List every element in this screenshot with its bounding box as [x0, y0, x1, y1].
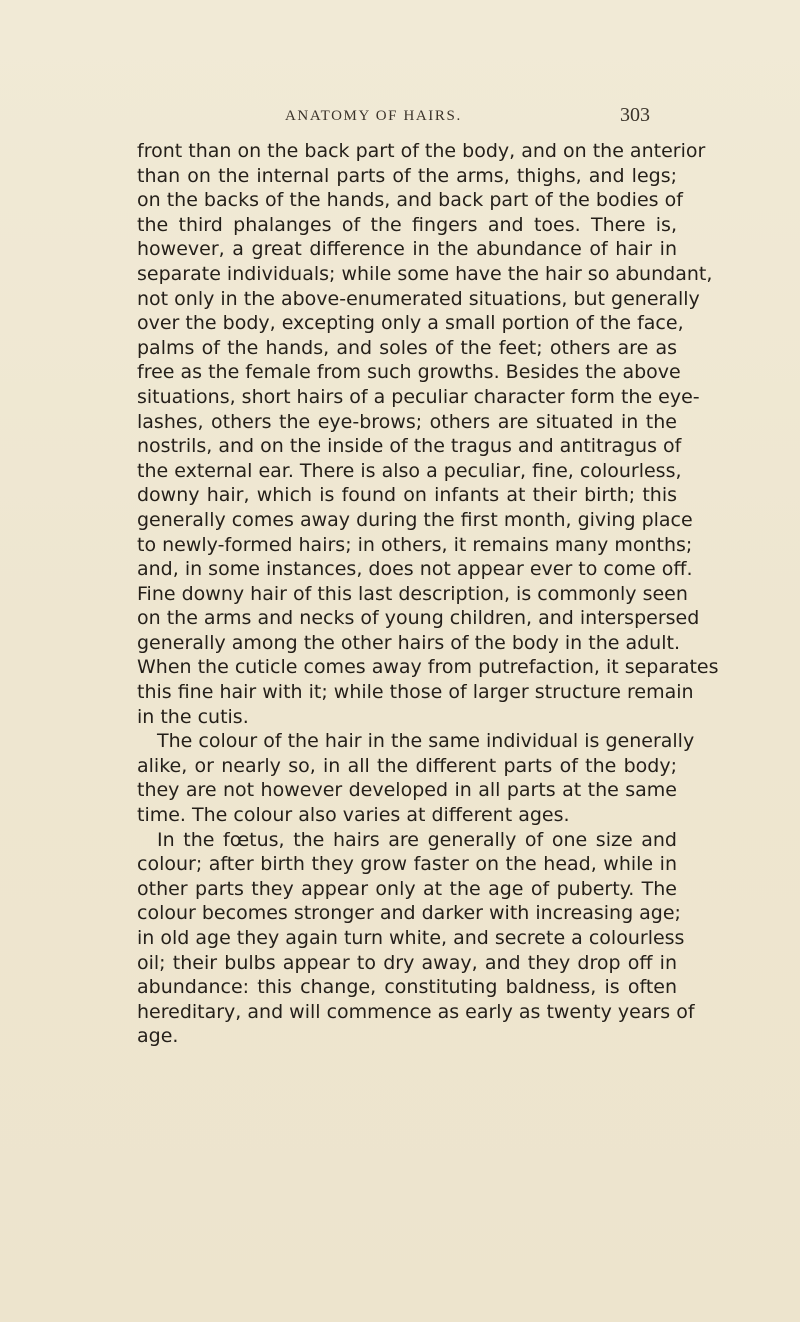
text-line: not only in the above-enumerated situations, but generally [137, 287, 700, 310]
text-line: this fine hair with it; while those of larger structure remain [137, 681, 694, 704]
text-line: generally comes away during the first month, giving place [137, 508, 693, 531]
text-line: age. [137, 1025, 179, 1048]
text-line: free as the female from such growths. Besides the above [137, 361, 681, 384]
running-head: ANATOMY OF HAIRS. [285, 108, 462, 124]
text-line: generally among the other hairs of the body in the adult. [137, 631, 680, 654]
text-line: than on the internal parts of the arms, thighs, and legs; [137, 164, 677, 187]
text-line: situations, short hairs of a peculiar character form the eye- [137, 385, 700, 408]
text-line: lashes, others the eye-brows; others are situated in the [137, 410, 677, 433]
text-line: other parts they appear only at the age of puberty. The [137, 877, 677, 900]
text-line: nostrils, and on the inside of the tragus and antitragus of [137, 435, 682, 458]
text-line: on the backs of the hands, and back part of the bodies of [137, 189, 683, 212]
text-line: downy hair, which is found on infants at their birth; this [137, 484, 677, 507]
text-line: colour becomes stronger and darker with increasing age; [137, 902, 681, 925]
text-line: in old age they again turn white, and secrete a colourless [137, 927, 685, 949]
text-line: time. The colour also varies at different ages. [137, 804, 570, 827]
text-line: the external ear. There is also a peculiar, fine, colourless, [137, 459, 682, 482]
text-line: Fine downy hair of this last description, is commonly seen [137, 582, 688, 605]
text-line: colour; after birth they grow faster on the head, while in [137, 853, 677, 876]
text-line: front than on the back part of the body, and on the anterior [137, 140, 706, 162]
text-line: When the cuticle comes away from putrefaction, it separates [137, 656, 719, 679]
text-line: hereditary, and will commence as early as twenty years of [137, 1000, 695, 1023]
text-line: abundance: this change, constituting baldness, is often [137, 976, 677, 999]
text-line: on the arms and necks of young children, and interspersed [137, 607, 700, 630]
page-number: 303 [620, 104, 650, 126]
text-line: alike, or nearly so, in all the different parts of the body; [137, 754, 677, 777]
text-line: In the fœtus, the hairs are generally of one size and [157, 828, 677, 851]
text-line: over the body, excepting only a small portion of the face, [137, 312, 684, 335]
text-line: to newly-formed hairs; in others, it remains many months; [137, 533, 693, 556]
text-line: in the cutis. [137, 705, 249, 728]
text-line: and, in some instances, does not appear ever to come off. [137, 558, 693, 581]
text-line: separate individuals; while some have the hair so abundant, [137, 262, 713, 285]
text-line: however, a great difference in the abundance of hair in [137, 238, 677, 261]
page-header [0, 104, 800, 134]
text-line: the third phalanges of the fingers and toes. There is, [137, 213, 677, 236]
text-line: palms of the hands, and soles of the feet; others are as [137, 336, 677, 359]
text-line: they are not however developed in all parts at the same [137, 779, 677, 802]
body-text [137, 139, 719, 1049]
text-line: The colour of the hair in the same individual is generally [157, 730, 695, 753]
text-line: oil; their bulbs appear to dry away, and they drop off in [137, 951, 677, 974]
